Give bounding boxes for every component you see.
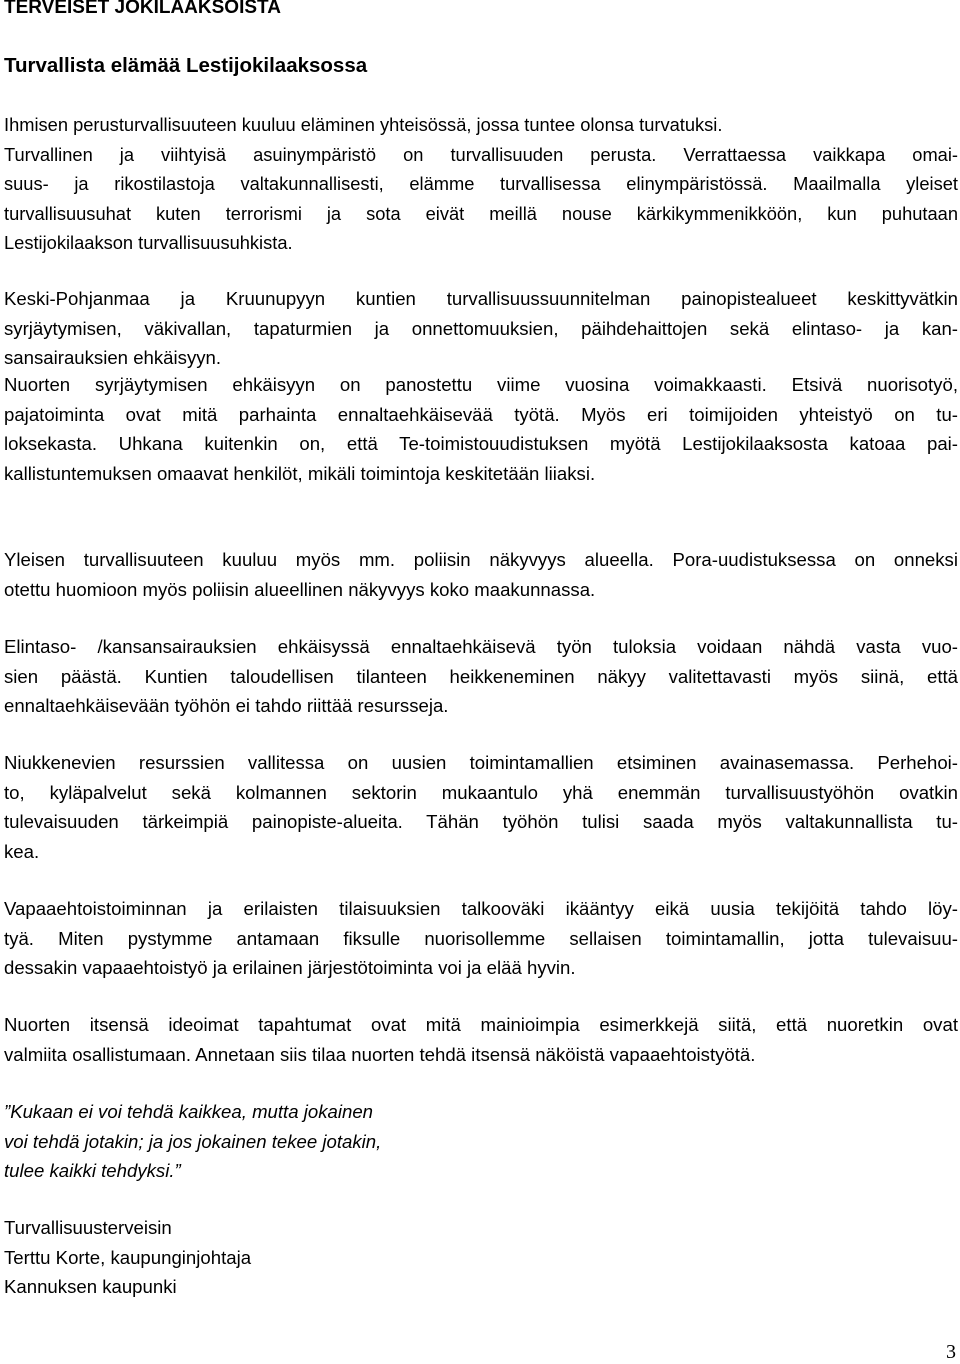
paragraph-line: Yleisen turvallisuuteen kuuluu myös mm. poliisin näkyvyys alueella. Pora-uudistuksessa on onneksi xyxy=(4,549,958,570)
paragraph-7 xyxy=(4,894,958,983)
paragraph-line: Niukkenevien resurssien vallitessa on uusien toimintamallien etsiminen avainasemassa. Perhehoi- xyxy=(4,752,958,773)
paragraph-line: Nuorten syrjäytymisen ehkäisyyn on panostettu viime vuosina voimakkaasti. Etsivä nuorisotyö, xyxy=(4,374,958,395)
paragraph-line: tyä. Miten pystymme antamaan fiksulle nuorisollemme sellaisen toimintamallin, jotta tulevaisuu- xyxy=(4,927,958,949)
paragraph-line: sien päästä. Kuntien taloudellisen tilanteen heikkeneminen näkyy valitettavasti myös siinä, että xyxy=(4,665,958,687)
paragraph-line: Elintaso- /kansansairauksien ehkäisyssä ennaltaehkäisevä työn tuloksia voidaan nähdä vasta vuo- xyxy=(4,636,958,657)
paragraph-line: dessakin vapaaehtoistyö ja erilainen järjestötoiminta voi ja elää hyvin. xyxy=(4,957,576,978)
page-title: Turvallista elämää Lestijokilaaksossa xyxy=(4,54,368,77)
paragraph-5 xyxy=(4,632,958,721)
quote-block xyxy=(4,1097,958,1186)
paragraph-1 xyxy=(4,110,958,258)
paragraph-6 xyxy=(4,748,958,866)
quote-line: tulee kaikki tehdyksi.” xyxy=(4,1160,181,1181)
paragraph-2 xyxy=(4,284,958,373)
signature-greeting: Turvallisuusterveisin xyxy=(4,1217,172,1238)
paragraph-line: syrjäytymisen, väkivallan, tapaturmien ja onnettomuuksien, päihdehaittojen sekä elintaso- ja kan- xyxy=(4,317,958,339)
paragraph-line: ennaltaehkäisevään työhön ei tahdo riittää resursseja. xyxy=(4,695,449,716)
paragraph-line: Turvallinen ja viihtyisä asuinympäristö on turvallisuuden perusta. Verrattaessa vaikkapa omai- xyxy=(4,143,958,165)
paragraph-line: Lestijokilaakson turvallisuusuhkista. xyxy=(4,232,293,253)
paragraph-line: tulevaisuuden tärkeimpiä painopiste-alueita. Tähän työhön tulisi saada myös valtakunnallista tu- xyxy=(4,811,958,832)
paragraph-line: Ihmisen perusturvallisuuteen kuuluu eläminen yhteisössä, jossa tuntee olonsa turvatuksi. xyxy=(4,114,723,135)
quote-line: voi tehdä jotakin; ja jos jokainen tekee jotakin, xyxy=(4,1130,382,1152)
paragraph-line: turvallisuusuhat kuten terrorismi ja sota eivät meillä nouse kärkikymmenikköön, kun puhutaan xyxy=(4,202,958,224)
paragraph-line: kea. xyxy=(4,840,40,862)
paragraph-line: Vapaaehtoistoiminnan ja erilaisten tilaisuuksien talkooväki ikääntyy eikä uusia tekijöitä tahdo löy- xyxy=(4,898,958,919)
paragraph-line: sansairauksien ehkäisyyn. xyxy=(4,347,222,368)
signature-organization: Kannuksen kaupunki xyxy=(4,1276,177,1297)
paragraph-line: kallistuntemuksen omaavat henkilöt, mikäli toimintoja keskitetään liiaksi. xyxy=(4,462,596,484)
paragraph-3 xyxy=(4,370,958,488)
paragraph-line: Nuorten itsensä ideoimat tapahtumat ovat mitä mainioimpia esimerkkejä siitä, että nuoretkin ovat xyxy=(4,1014,958,1035)
paragraph-line: loksekasta. Uhkana kuitenkin on, että Te-toimistouudistuksen myötä Lestijokilaaksosta katoaa pai- xyxy=(4,433,958,454)
paragraph-line: to, kyläpalvelut sekä kolmannen sektorin mukaantulo yhä enemmän turvallisuustyöhön ovatkin xyxy=(4,781,958,803)
paragraph-line: otettu huomioon myös poliisin alueellinen näkyvyys koko maakunnassa. xyxy=(4,578,596,600)
signature-name: Terttu Korte, kaupunginjohtaja xyxy=(4,1246,252,1268)
page-number: 3 xyxy=(946,1341,956,1363)
paragraph-line: valmiita osallistumaan. Annetaan siis tilaa nuorten tehdä itsensä näköistä vapaaehtoistyötä. xyxy=(4,1043,756,1065)
paragraph-line: pajatoiminta ovat mitä parhainta ennaltaehkäisevää työtä. Myös eri toimijoiden yhteistyö on tu- xyxy=(4,403,958,425)
quote-line: ”Kukaan ei voi tehdä kaikkea, mutta jokainen xyxy=(4,1101,373,1122)
section-title: TERVEISET JOKILAAKSOISTA xyxy=(4,0,281,18)
paragraph-line: Keski-Pohjanmaa ja Kruunupyyn kuntien turvallisuussuunnitelman painopistealueet keskittyvätkin xyxy=(4,288,958,309)
paragraph-4 xyxy=(4,545,958,604)
paragraph-line: suus- ja rikostilastoja valtakunnallisesti, elämme turvallisessa elinympäristössä. Maailmalla yleiset xyxy=(4,173,958,194)
signature-block xyxy=(4,1213,958,1302)
paragraph-8 xyxy=(4,1010,958,1069)
